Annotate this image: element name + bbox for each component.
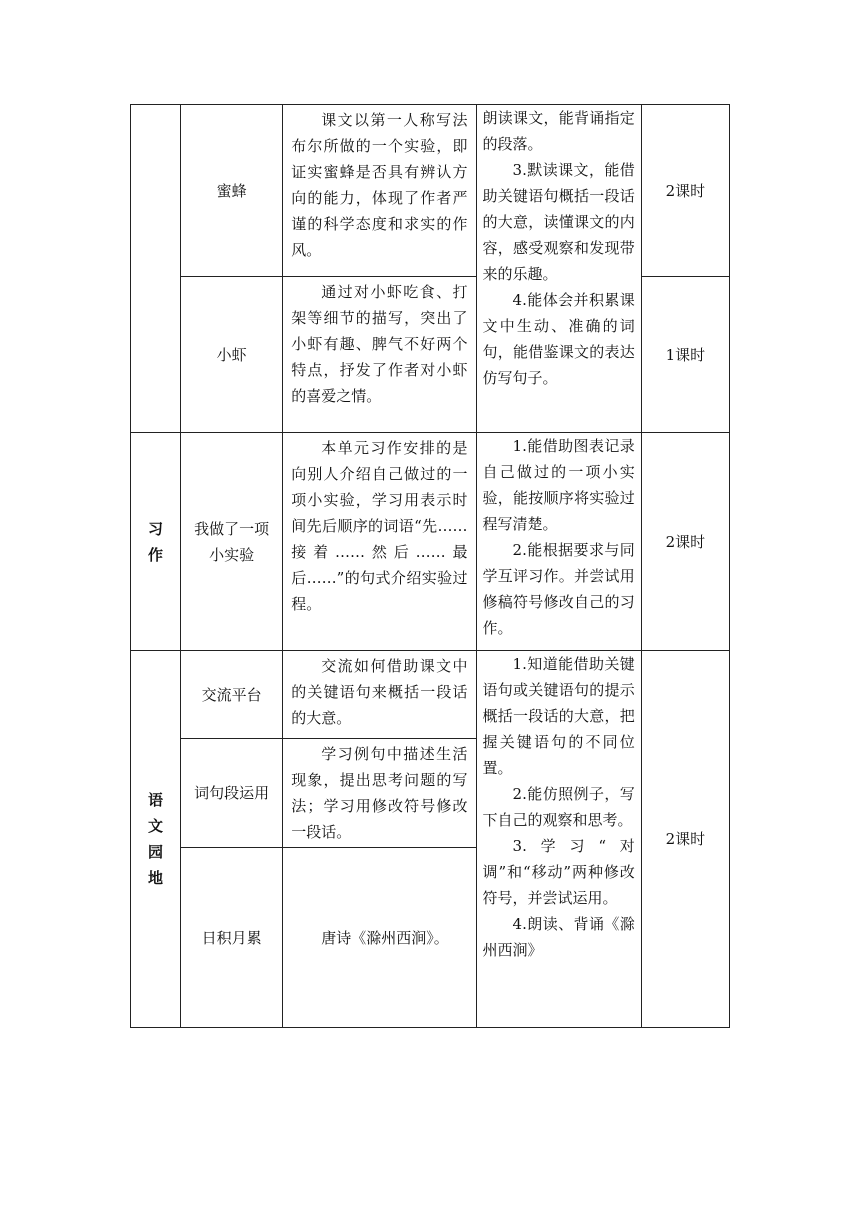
- content-text: 学习例句中描述生活现象，提出思考问题的写法；学习用修改符号修改一段话。: [291, 745, 468, 841]
- content-text: 唐诗《滁州西涧》。: [321, 928, 449, 947]
- goal-item: 朗读课文，能背诵指定的段落。: [482, 109, 635, 153]
- reading-goals: [476, 105, 641, 433]
- unit-plan-table: [130, 104, 730, 1028]
- lesson-content-riji: [283, 848, 476, 1028]
- hours-xizuo: 2课时: [641, 433, 729, 651]
- goal-item: 1.知道能借助关键语句或关键语句的提示概括一段话的大意，把握关键语句的不同位置。: [482, 655, 635, 777]
- lesson-content-ciju: [283, 739, 476, 848]
- lesson-title-xizuo: 我做了一项小实验: [181, 433, 283, 651]
- lesson-title-riji: 日积月累: [181, 848, 283, 1028]
- goal-item: 2.能仿照例子，写下自己的观察和思考。: [482, 785, 635, 829]
- table-row: [131, 105, 730, 277]
- lesson-content-xiaoxia: [283, 277, 476, 433]
- content-text: 课文以第一人称写法布尔所做的一个实验，即证实蜜蜂是否具有辨认方向的能力，体现了作者严谨的科学态度和求实的作风。: [291, 111, 468, 259]
- lesson-title-jiaoliu: 交流平台: [181, 651, 283, 739]
- goal-item: 1.能借助图表记录自己做过的一项小实验，能按顺序将实验过程写清楚。: [482, 437, 635, 533]
- goal-item: 4.朗读、背诵《滁州西涧》: [482, 915, 635, 959]
- table-row: [131, 433, 730, 651]
- lesson-content-jiaoliu: [283, 651, 476, 739]
- goal-item: 2.能根据要求与同学互评习作。并尝试用修稿符号修改自己的习作。: [482, 541, 635, 637]
- writing-goals: [476, 433, 641, 651]
- unit-xizuo: [131, 433, 181, 651]
- lesson-title-ciju: 词句段运用: [181, 739, 283, 848]
- hours-xiaoxia: 1课时: [641, 277, 729, 433]
- hours-yuandi: 2课时: [641, 651, 729, 1028]
- lesson-title-mifeng: 蜜蜂: [181, 105, 283, 277]
- unit-cell-empty: [131, 105, 181, 433]
- table-row: [131, 651, 730, 739]
- lesson-content-mifeng: [283, 105, 476, 277]
- lesson-content-xizuo: [283, 433, 476, 651]
- garden-goals: [476, 651, 641, 1028]
- goal-item: 4.能体会并积累课文中生动、准确的词句，能借鉴课文的表达仿写句子。: [482, 291, 635, 387]
- content-text: 本单元习作安排的是向别人介绍自己做过的一项小实验，学习用表示时间先后顺序的词语“先……接着……然后……最后……”的句式介绍实验过程。: [291, 439, 468, 613]
- goal-item: 3.学习“对调”和“移动”两种修改符号，并尝试运用。: [482, 837, 635, 907]
- goal-item: 3.默读课文，能借助关键语句概括一段话的大意，读懂课文的内容，感受观察和发现带来的乐趣。: [482, 161, 635, 283]
- hours-mifeng: 2课时: [641, 105, 729, 277]
- content-text: 通过对小虾吃食、打架等细节的描写，突出了小虾有趣、脾气不好两个特点，抒发了作者对小虾的喜爱之情。: [291, 283, 468, 405]
- lesson-title-xiaoxia: 小虾: [181, 277, 283, 433]
- unit-yuandi: [131, 651, 181, 1028]
- unit-label: 习作: [148, 519, 164, 564]
- unit-label: 语文园地: [148, 791, 164, 887]
- content-text: 交流如何借助课文中的关键语句来概括一段话的大意。: [291, 657, 468, 727]
